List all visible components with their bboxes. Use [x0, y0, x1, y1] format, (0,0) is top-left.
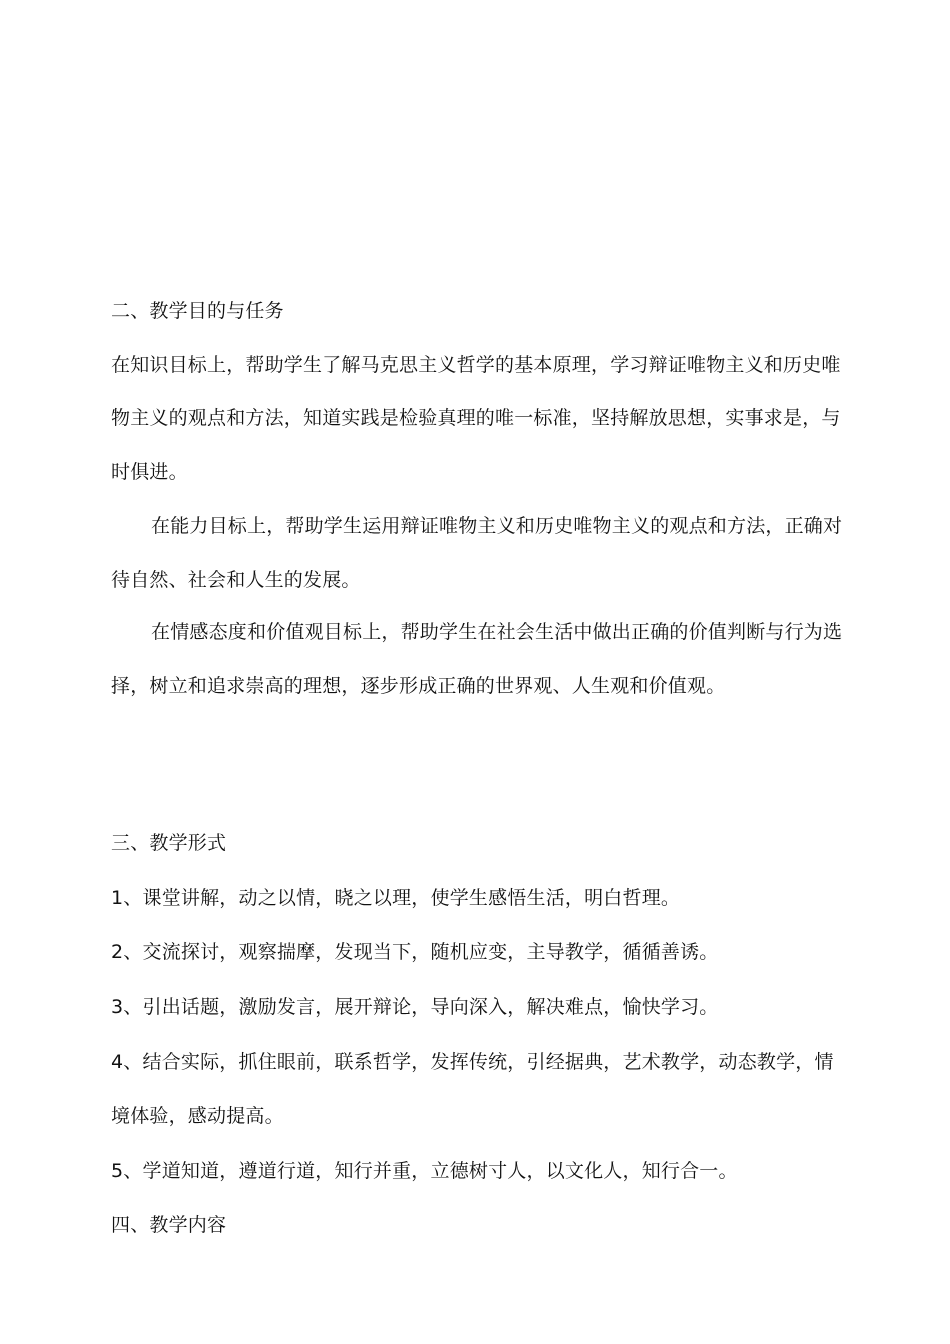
form-item-4-line-2: 境体验，感动提高。: [111, 1105, 284, 1127]
ability-goal-line-1: 在能力目标上，帮助学生运用辩证唯物主义和历史唯物主义的观点和方法，正确对: [151, 515, 843, 537]
section-2-heading: 二、教学目的与任务: [111, 300, 284, 322]
emotion-goal-line-1: 在情感态度和价值观目标上，帮助学生在社会生活中做出正确的价值判断与行为选: [151, 621, 843, 643]
section-4-heading: 四、教学内容: [111, 1214, 227, 1236]
form-item-4-line-1: 4、结合实际，抓住眼前，联系哲学，发挥传统，引经据典，艺术教学，动态教学，情: [111, 1051, 834, 1073]
emotion-goal-line-2: 择，树立和追求崇高的理想，逐步形成正确的世界观、人生观和价值观。: [111, 675, 726, 697]
ability-goal-line-2: 待自然、社会和人生的发展。: [111, 569, 361, 591]
form-item-3: 3、引出话题，激励发言，展开辩论，导向深入，解决难点，愉快学习。: [111, 996, 719, 1018]
knowledge-goal-line-3: 时俱进。: [111, 461, 188, 483]
knowledge-goal-line-2: 物主义的观点和方法，知道实践是检验真理的唯一标准，坚持解放思想，实事求是，与: [111, 407, 841, 429]
form-item-2: 2、交流探讨，观察揣摩，发现当下，随机应变，主导教学，循循善诱。: [111, 941, 719, 963]
form-item-5: 5、学道知道，遵道行道，知行并重，立德树寸人，以文化人，知行合一。: [111, 1160, 738, 1182]
form-item-1: 1、课堂讲解，动之以情，晓之以理，使学生感悟生活，明白哲理。: [111, 887, 681, 909]
knowledge-goal-line-1: 在知识目标上，帮助学生了解马克思主义哲学的基本原理，学习辩证唯物主义和历史唯: [111, 354, 841, 376]
section-3-heading: 三、教学形式: [111, 832, 227, 854]
